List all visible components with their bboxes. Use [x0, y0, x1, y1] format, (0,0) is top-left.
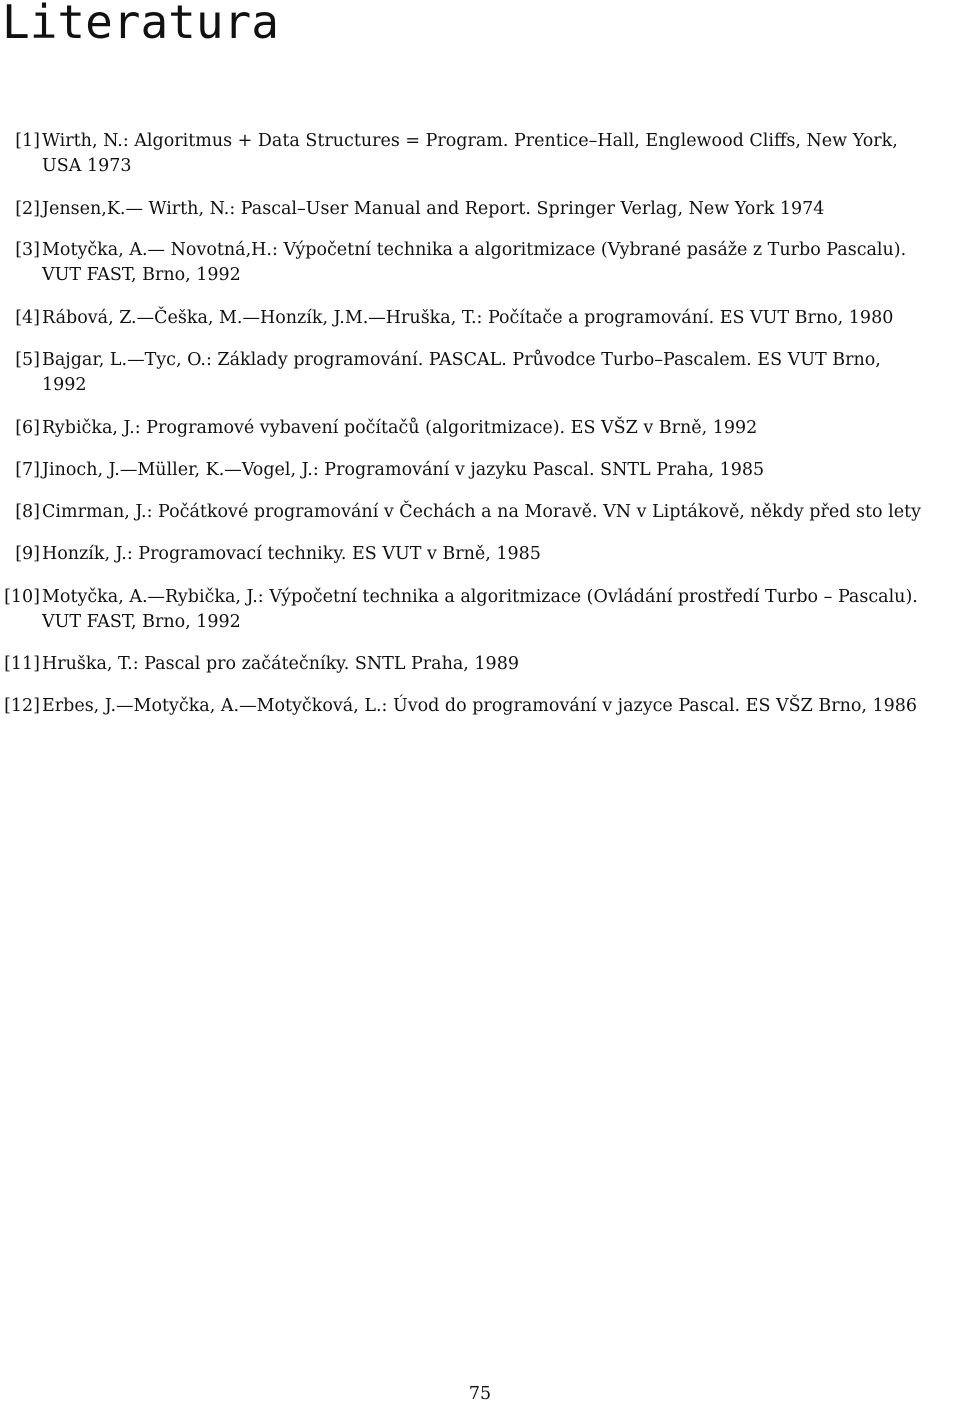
- entry-line: Bajgar, L.—Tyc, O.: Základy programování. PASCAL. Průvodce Turbo–Pascalem. ES VUT Brno,: [42, 350, 881, 370]
- entry-line: 1992: [42, 375, 87, 395]
- entry-text: [42, 129, 960, 179]
- entry-line: Rybička, J.: Programové vybavení počítačů (algoritmizace). ES VŠZ v Brně, 1992: [42, 418, 758, 438]
- entry-label: [5]: [15, 350, 40, 370]
- entry-text: [42, 694, 960, 719]
- entry-text: [42, 238, 960, 288]
- entry-line: VUT FAST, Brno, 1992: [42, 265, 241, 285]
- entry-text: [42, 652, 960, 677]
- entry-line: Wirth, N.: Algoritmus + Data Structures = Program. Prentice–Hall, Englewood Cliffs, New York,: [42, 131, 898, 151]
- entry-text: [42, 306, 960, 331]
- entry-line: USA 1973: [42, 156, 132, 176]
- entry-label: [1]: [15, 131, 40, 151]
- entry-label: [12]: [4, 696, 40, 716]
- entry-label: [3]: [15, 240, 40, 260]
- entry-text: [42, 197, 960, 222]
- entry-label: [11]: [4, 654, 40, 674]
- page-number: 75: [468, 1384, 492, 1404]
- entry-line: Hruška, T.: Pascal pro začátečníky. SNTL Praha, 1989: [42, 654, 519, 674]
- entry-line: Erbes, J.—Motyčka, A.—Motyčková, L.: Úvod do programování v jazyce Pascal. ES VŠZ Brno, 1986: [42, 696, 918, 716]
- entry-text: [42, 416, 960, 441]
- entry-label: [6]: [15, 418, 40, 438]
- chapter-title: Literatura: [2, 0, 279, 49]
- entry-line: Cimrman, J.: Počátkové programování v Čechách a na Moravě. VN v Liptákově, někdy před sto lety: [42, 502, 921, 522]
- entry-text: [42, 458, 960, 483]
- entry-line: Jinoch, J.—Müller, K.—Vogel, J.: Programování v jazyku Pascal. SNTL Praha, 1985: [42, 460, 765, 480]
- entry-line: VUT FAST, Brno, 1992: [42, 612, 241, 632]
- entry-text: [42, 585, 960, 635]
- entry-text: [42, 500, 960, 525]
- entry-line: Motyčka, A.— Novotná,H.: Výpočetní technika a algoritmizace (Vybrané pasáže z Turbo Pascalu).: [42, 240, 907, 260]
- entry-line: Jensen,K.— Wirth, N.: Pascal–User Manual and Report. Springer Verlag, New York 1974: [42, 199, 825, 219]
- entry-line: Motyčka, A.—Rybička, J.: Výpočetní technika a algoritmizace (Ovládání prostředí Turbo – Pascalu).: [42, 587, 918, 607]
- entry-text: [42, 542, 960, 567]
- entry-label: [8]: [15, 502, 40, 522]
- entry-line: Honzík, J.: Programovací techniky. ES VUT v Brně, 1985: [42, 544, 541, 564]
- entry-label: [4]: [15, 308, 40, 328]
- entry-label: [10]: [4, 587, 40, 607]
- entry-text: [42, 348, 960, 398]
- entry-label: [2]: [15, 199, 40, 219]
- entry-label: [9]: [15, 544, 40, 564]
- entry-label: [7]: [15, 460, 40, 480]
- entry-line: Rábová, Z.—Češka, M.—Honzík, J.M.—Hruška, T.: Počítače a programování. ES VUT Brno, 1980: [42, 308, 894, 328]
